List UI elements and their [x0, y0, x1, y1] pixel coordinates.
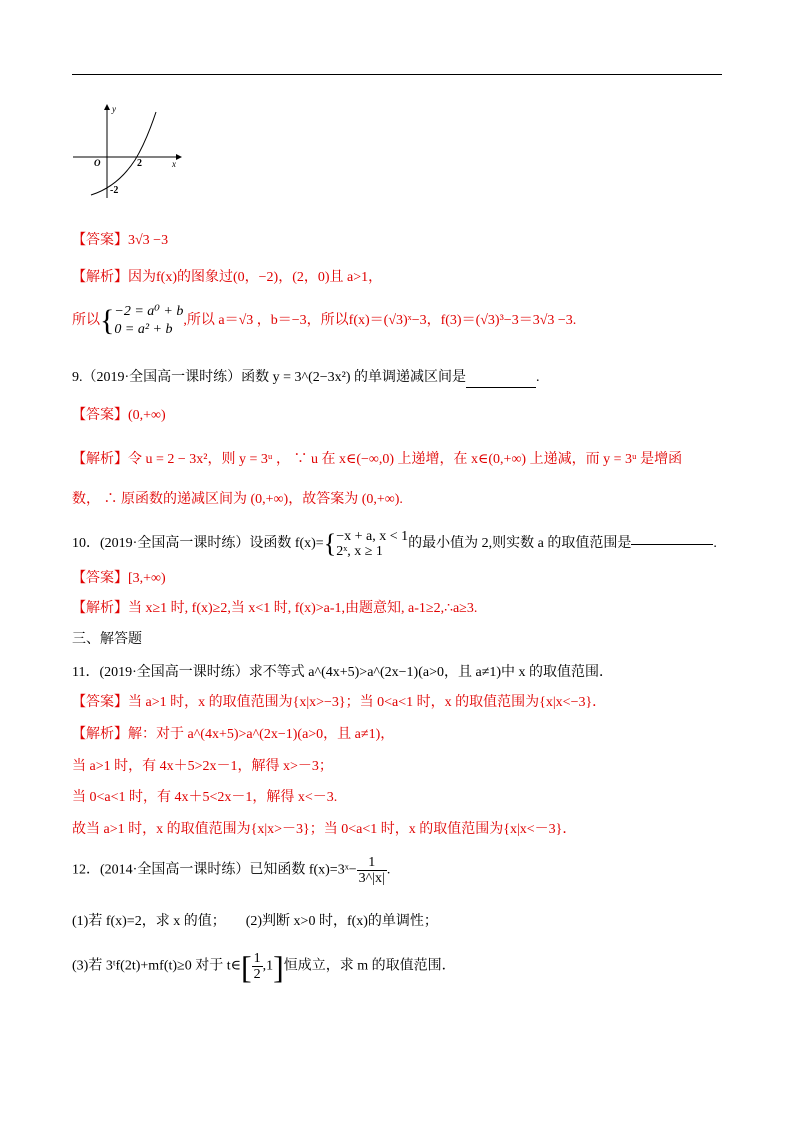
- answer-tag: 【答案】: [72, 695, 128, 710]
- y-tick-label: -2: [110, 185, 119, 196]
- q10-answer-line: [72, 569, 166, 589]
- interval-fraction: [252, 951, 263, 982]
- answer-tag: 【答案】: [72, 571, 128, 586]
- q12-part3-suffix: 恒成立，求 m 的取值范围．: [283, 958, 456, 974]
- curve: [91, 112, 156, 195]
- interval-end: ,1: [262, 958, 274, 974]
- q9-question-text: 9.（2019·全国高一课时练）函数 y = 3^(2−3x²) 的单调递减区间是: [72, 370, 467, 385]
- q10-answer-blank[interactable]: [631, 544, 713, 545]
- q9-question: 9.（2019·全国高一课时练）函数 y = 3^(2−3x²) 的单调递减区间是 .: [72, 368, 540, 388]
- q9-analysis-text2: 数， ∴ 原函数的递减区间为 (0,+∞)，故答案为 (0,+∞).: [72, 492, 403, 507]
- q11-analysis-line3: 当 0<a<1 时，有 4x＋5<2x－1，解得 x<－3.: [72, 790, 338, 805]
- q12-part1: (1)若 f(x)=2，求 x 的值；: [72, 914, 226, 929]
- q8-analysis-line2: 所以{ −2 = a⁰ + b 0 = a² + b ,所以 a＝√3 ，b＝−3，所以f(x)＝(√3)ˣ−3，f(3)＝(√3)³−3＝3√3 −3.: [72, 304, 577, 337]
- q12-part2: (2)判断 x>0 时，f(x)的单调性；: [245, 914, 438, 929]
- q9-answer-blank[interactable]: [466, 387, 536, 388]
- analysis-tag: 【解析】: [72, 727, 128, 742]
- q11-answer: 当 a>1 时，x 的取值范围为{x|x>−3}；当 0<a<1 时，x 的取值范围为{x|x<−3}．: [128, 695, 607, 710]
- function-graph: [70, 100, 185, 202]
- answer-tag: 【答案】: [72, 233, 128, 248]
- q9-answer-line: [72, 406, 166, 426]
- x-axis-arrow: [176, 154, 182, 160]
- q8-answer: 3√3 −3: [128, 233, 169, 248]
- q10-question-prefix: 10．(2019·全国高一课时练）设函数 f(x)=: [72, 536, 324, 551]
- q8-analysis-text1: 因为f(x)的图象过(0，−2)，(2，0)且 a>1，: [128, 270, 383, 285]
- equation-system: [114, 303, 183, 339]
- q11-analysis-line2: 当 a>1 时，有 4x＋5>2x－1，解得 x>－3；: [72, 759, 333, 774]
- q11-analysis-line4: 故当 a>1 时，x 的取值范围为{x|x>－3}；当 0<a<1 时，x 的取值范围为{x|x<－3}．: [72, 822, 577, 837]
- analysis-tag: 【解析】: [72, 452, 128, 467]
- q10-analysis-line: [72, 599, 477, 619]
- q11-question: 11．(2019·全国高一课时练）求不等式 a^(4x+5)>a^(2x−1)(a>0，且 a≠1)中 x 的取值范围．: [72, 665, 614, 680]
- q10-question-suffix: 的最小值为 2,则实数 a 的取值范围是: [408, 536, 632, 551]
- y-axis-arrow: [104, 104, 110, 110]
- piecewise-case-2: 2ˣ, x ≥ 1: [336, 544, 383, 559]
- q12-question-text: 12．(2014·全国高一课时练）已知函数 f(x)=3ˣ−: [72, 862, 357, 878]
- q8-analysis-line1: [72, 268, 382, 288]
- x-axis-label: x: [172, 159, 176, 169]
- q11-analysis-line1: [72, 725, 394, 745]
- q8-analysis-text2: ,所以 a＝√3 ，b＝−3，所以f(x)＝(√3)ˣ−3，f(3)＝(√3)³−3＝3√3 −3.: [183, 313, 577, 328]
- interval-denominator: 2: [253, 967, 261, 982]
- q9-analysis-line1: [72, 450, 682, 470]
- q11-answer-line: [72, 693, 606, 713]
- q10-question: 10．(2019·全国高一课时练）设函数 f(x)={ −x + a, x < 1 2ˣ, x ≥ 1 的最小值为 2,则实数 a 的取值范围是 .: [72, 529, 717, 559]
- interval-numerator: 1: [253, 951, 261, 966]
- q9-analysis-line2: [72, 490, 403, 510]
- fraction: [357, 855, 387, 886]
- piecewise-function: [336, 529, 408, 559]
- q9-answer: (0,+∞): [128, 408, 166, 423]
- q10-answer: [3,+∞): [128, 571, 166, 586]
- section-heading: 三、解答题: [72, 632, 142, 647]
- q12-parts-line: [72, 912, 438, 932]
- system-row-1: −2 = a⁰ + b: [114, 304, 184, 319]
- analysis-tag: 【解析】: [72, 270, 128, 285]
- q9-analysis-text1: 令 u = 2 − 3x²，则 y = 3ᵘ ， ∵ u 在 x∈(−∞,0) 上递增，在 x∈(0,+∞) 上递减，而 y = 3ᵘ 是增函: [128, 452, 683, 467]
- q8-so-label: 所以: [72, 313, 100, 328]
- system-row-2: 0 = a² + b: [114, 322, 173, 337]
- q11-analysis-text1: 解：对于 a^(4x+5)>a^(2x−1)(a>0，且 a≠1)，: [128, 727, 395, 742]
- q12-part3: (3)若 3ᵗf(2t)+mf(t)≥0 对于 t∈[ $\frac{1}{2}$ ,1]恒成立，求 m 的取值范围．: [72, 948, 456, 985]
- piecewise-case-1: −x + a, x < 1: [336, 529, 409, 544]
- origin-label: O: [94, 158, 101, 168]
- q10-analysis-text: 当 x≥1 时, f(x)≥2,当 x<1 时, f(x)>a-1,由题意知, a-1≥2,∴a≥3.: [128, 601, 478, 616]
- answer-tag: 【答案】: [72, 408, 128, 423]
- q12-question: 12．(2014·全国高一课时练）已知函数 f(x)=3ˣ− $\frac{1}{3\^{}|x|}$ .: [72, 855, 391, 886]
- header-rule: [72, 74, 722, 75]
- x-tick-label: 2: [137, 158, 142, 169]
- q12-part3-prefix: (3)若 3ᵗf(2t)+mf(t)≥0 对于 t∈: [72, 958, 241, 974]
- y-axis-label: y: [112, 104, 116, 114]
- q8-answer-line: [72, 231, 168, 251]
- fraction-denominator: 3^|x|: [358, 871, 385, 886]
- analysis-tag: 【解析】: [72, 601, 128, 616]
- fraction-numerator: 1: [357, 855, 387, 871]
